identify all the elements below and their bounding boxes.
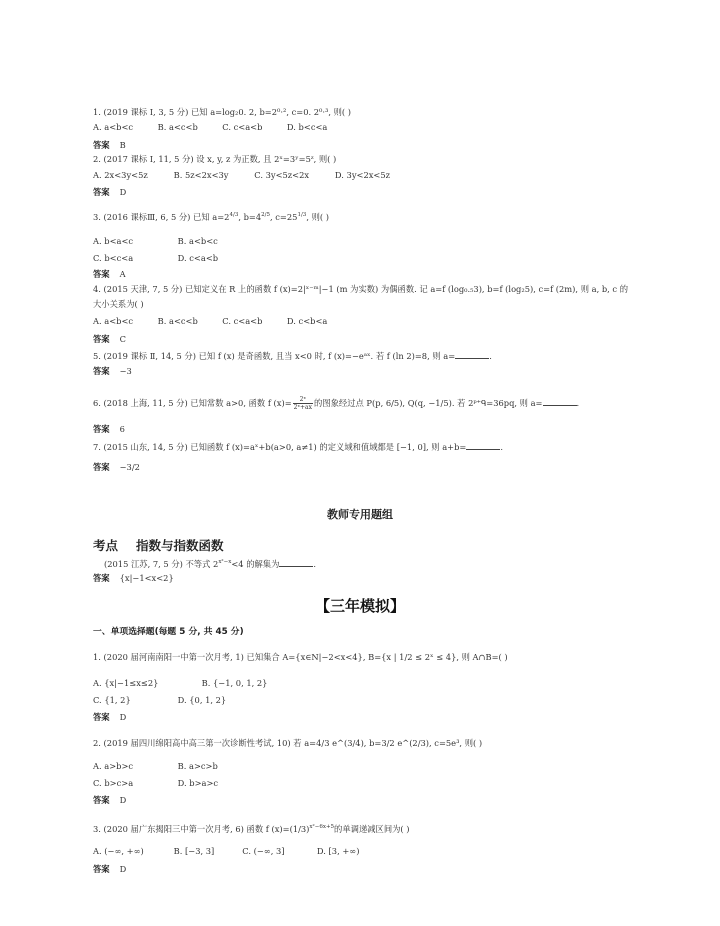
m2-option-d: D. b>a>c [177, 778, 219, 788]
q4-stem-line2: 大小关系为( ) [93, 299, 144, 309]
q2-option-c: C. 3y<5z<2x [254, 170, 310, 180]
t1-blank [279, 558, 313, 567]
q2-option-b: B. 5z<2x<3y [173, 170, 229, 180]
q7-blank [466, 441, 500, 450]
q4-answer: 答案 C [93, 334, 126, 344]
q2-option-d: D. 3y<2x<5z [334, 170, 391, 180]
q3-options-row1 [93, 236, 218, 247]
q3-option-b: B. a<b<c [177, 236, 218, 246]
q5-blank [455, 350, 489, 359]
m3-option-b: B. [−3, 3] [173, 846, 215, 856]
m3-option-d: D. [3, +∞) [316, 846, 360, 856]
q4-option-b: B. a<c<b [157, 316, 198, 326]
m1-options-row1 [93, 678, 267, 689]
q2-option-a: A. 2x<3y<5z [93, 170, 148, 180]
q1-option-b: B. a<c<b [157, 122, 198, 132]
m3-answer: 答案 D [93, 864, 127, 874]
m1-option-b: B. {−1, 0, 1, 2} [201, 678, 268, 688]
m1-options-row2 [93, 695, 226, 706]
q6-blank [543, 397, 577, 406]
m1-stem: 1. (2020 届河南南阳一中第一次月考, 1) 已知集合 A={x∈N|−2<x<4}, B={x | 1/2 ≤ 2ˣ ≤ 4}, 则 A∩B=( ) [93, 652, 508, 662]
q2-options [93, 170, 390, 181]
m2-options-row2 [93, 778, 218, 789]
q4-option-a: A. a<b<c [93, 316, 134, 326]
m2-option-a: A. a>b>c [93, 761, 134, 771]
three-year-title: 【三年模拟】 [314, 597, 405, 615]
q6-stem: 6. (2018 上海, 11, 5 分) 已知常数 a>0, 函数 f (x)= $\frac{\text{2ˣ}}{\text{2ˣ+ax}}$ 的图象经过点 P(p, 6/5), Q(q, −1/5). 若 2ᵖ⁺ᑫ=36pq, 则 a= . [93, 396, 580, 411]
teacher-section-title: 教师专用题组 [327, 508, 393, 521]
q4-option-c: C. c<a<b [222, 316, 263, 326]
q5-stem: 5. (2019 课标 Ⅱ, 14, 5 分) 已知 f (x) 是奇函数, 且当 x<0 时, f (x)=−eᵃˣ. 若 f (ln 2)=8, 则 a= . [93, 351, 492, 361]
q1-options [93, 122, 327, 133]
m2-options-row1 [93, 761, 218, 772]
q6-answer: 答案 6 [93, 424, 125, 434]
m2-stem: 2. (2019 届四川绵阳高中高三第一次诊断性考试, 10) 若 a=4/3 e^(3/4), b=3/2 e^(2/3), c=5e³, 则( ) [93, 738, 483, 748]
q7-answer: 答案 −3/2 [93, 462, 140, 472]
q1-option-d: D. b<c<a [286, 122, 328, 132]
m3-option-c: C. (−∞, 3] [242, 846, 285, 856]
m1-answer: 答案 D [93, 712, 127, 722]
q1-option-a: A. a<b<c [93, 122, 134, 132]
q1-option-c: C. c<a<b [222, 122, 263, 132]
m3-options [93, 846, 359, 857]
q1-answer: 答案 B [93, 140, 126, 150]
q3-stem: 3. (2016 课标Ⅲ, 6, 5 分) 已知 $a=2^{4/3}$, $b=4^{2/5}$, $c=25^{1/3}$, 则( ) [93, 212, 329, 222]
t1-stem: (2015 江苏, 7, 5 分) 不等式 $2^{x^2-x}<4$ 的解集为 . [104, 559, 317, 569]
q4-options [93, 316, 327, 327]
m2-answer: 答案 D [93, 795, 127, 805]
m3-option-a: A. (−∞, +∞) [93, 846, 144, 856]
m2-option-b: B. a>c>b [177, 761, 218, 771]
m1-option-d: D. {0, 1, 2} [177, 695, 227, 705]
q1-stem: 1. (2019 课标 Ⅰ, 3, 5 分) 已知 a=log₂0. 2, b=2⁰·², c=0. 2⁰·³, 则( ) [93, 107, 351, 117]
q3-option-d: D. c<a<b [177, 253, 219, 263]
q3-answer: 答案 A [93, 269, 126, 279]
q6-fraction: $\frac{\text{2ˣ}}{\text{2ˣ+ax}}$ [293, 396, 313, 411]
m2-option-c: C. b>c>a [93, 778, 134, 788]
q3-options-row2 [93, 253, 218, 264]
q3-option-c: C. b<c<a [93, 253, 134, 263]
q2-stem: 2. (2017 课标 Ⅰ, 11, 5 分) 设 x, y, z 为正数, 且 2ˣ=3ʸ=5ᶻ, 则( ) [93, 154, 337, 164]
q2-answer: 答案 D [93, 187, 127, 197]
t1-answer: 答案 {x|−1<x<2} [93, 573, 174, 583]
q4-option-d: D. c<b<a [286, 316, 328, 326]
section-single-choice: 一、单项选择题(每题 5 分, 共 45 分) [93, 627, 244, 637]
q5-answer: 答案 −3 [93, 366, 132, 376]
q7-stem: 7. (2015 山东, 14, 5 分) 已知函数 f (x)=aˣ+b(a>0, a≠1) 的定义域和值域都是 [−1, 0], 则 a+b= . [93, 442, 504, 452]
m3-stem: 3. (2020 届广东揭阳三中第一次月考, 6) 函数 f $(x)=(1/3)^{x^2-6x+5}$的单调递减区间为( ) [93, 824, 410, 834]
m1-option-a: A. {x|−1≤x≤2} [93, 678, 159, 688]
m1-option-c: C. {1, 2} [93, 695, 131, 705]
kaodian-heading: 考点 指数与指数函数 [93, 538, 224, 553]
q3-option-a: A. b<a<c [93, 236, 134, 246]
q4-stem-line1: 4. (2015 天津, 7, 5 分) 已知定义在 R 上的函数 f (x)=2|ˣ⁻ᵐ|−1 (m 为实数) 为偶函数. 记 a=f (log₀.₅3), b=f (log₂5), c=f (2m), 则 a, b, c 的 [93, 284, 629, 294]
